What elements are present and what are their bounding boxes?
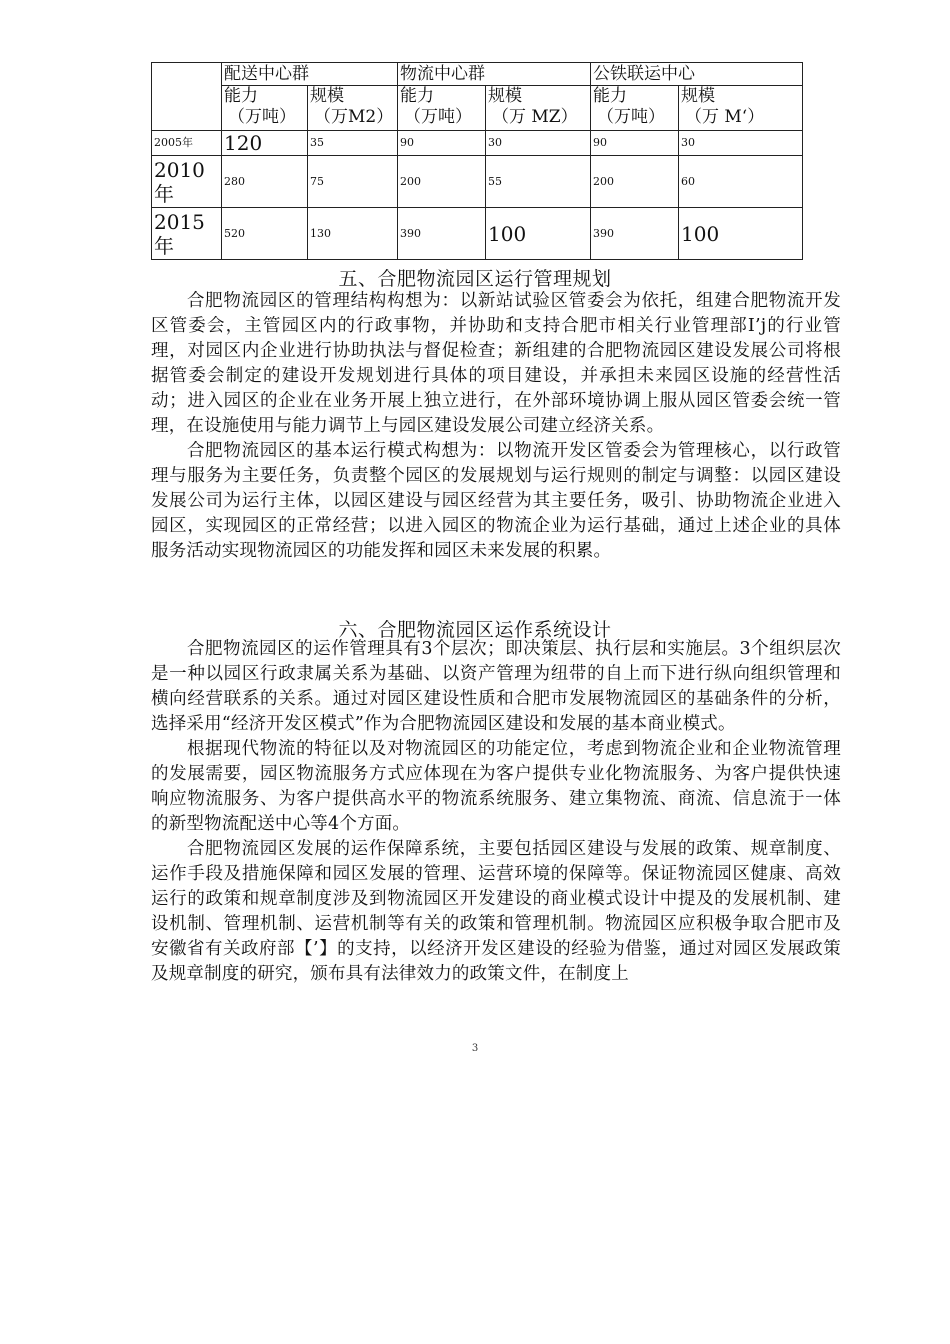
sub-header-label: 能力 — [593, 86, 627, 106]
section-title-5: 五、合肥物流园区运行管理规划 — [338, 268, 612, 290]
table-group-header-row — [152, 63, 803, 86]
sub-header-scale — [486, 86, 591, 131]
table-cell: 90 — [591, 131, 679, 156]
sub-header-scale — [308, 86, 398, 131]
table-cell: 390 — [398, 208, 486, 260]
table-cell: 280 — [222, 156, 308, 208]
paragraph: 合肥物流园区发展的运作保障系统，主要包括园区建设与发展的政策、规章制度、运作手段及措施保障和园区发展的管理、运营环境的保障等。保证物流园区健康、高效运行的政策和规章制度涉及到物流园区开发建设的商业模式设计中提及的发展机制、建设机制、管理机制、运营机制等有关的政策和管理机制。物流园区应积极争取合肥市及安徽省有关政府部【’】的支持，以经济开发区建设的经验为借鉴，通过对园区发展政策及规章制度的研究，颁布具有法律效力的政策文件，在制度上 — [151, 839, 841, 984]
sub-header-label: 规模 — [488, 86, 522, 106]
table-cell: 100 — [679, 208, 803, 260]
table-cell: 200 — [591, 156, 679, 208]
sub-header-capacity — [591, 86, 679, 131]
table-cell: 520 — [222, 208, 308, 260]
group-header-rail-road: 公铁联运中心 — [591, 63, 803, 86]
sub-header-label: 能力 — [224, 86, 258, 106]
row-year: 2005年 — [152, 131, 222, 156]
paragraph: 合肥物流园区的运作管理具有3个层次；即决策层、执行层和实施层。3个组织层次是一种以园区行政隶属关系为基础、以资产管理为纽带的自上而下进行纵向组织管理和横向经营联系的关系。通过对园区建设性质和合肥市发展物流园区的基础条件的分析，选择采用“经济开发区模式”作为合肥物流园区建设和发展的基本商业模式。 — [151, 639, 841, 734]
sub-header-scale — [679, 86, 803, 131]
row-year: 2015年 — [152, 208, 222, 260]
section-title-6: 六、合肥物流园区运作系统设计 — [338, 619, 612, 641]
table-cell: 35 — [308, 131, 398, 156]
sub-header-label: 规模 — [681, 86, 715, 106]
capacity-scale-table — [151, 62, 803, 260]
section-6-body — [151, 637, 841, 987]
group-header-logistics: 物流中心群 — [398, 63, 591, 86]
table-cell: 130 — [308, 208, 398, 260]
sub-header-unit: （万 M‘） — [685, 107, 765, 127]
sub-header-unit: （万M2） — [314, 107, 394, 127]
table-cell: 100 — [486, 208, 591, 260]
table-cell: 55 — [486, 156, 591, 208]
sub-header-unit: （万吨） — [597, 107, 665, 127]
paragraph: 根据现代物流的特征以及对物流园区的功能定位，考虑到物流企业和企业物流管理的发展需要，园区物流服务方式应体现在为客户提供专业化物流服务、为客户提供快速响应物流服务、为客户提供高水平的物流系统服务、建立集物流、商流、信息流于一体的新型物流配送中心等4个方面。 — [151, 739, 841, 834]
table-cell: 390 — [591, 208, 679, 260]
table-cell: 30 — [679, 131, 803, 156]
sub-header-unit: （万吨） — [404, 107, 472, 127]
table-cell: 90 — [398, 131, 486, 156]
sub-header-label: 规模 — [310, 86, 344, 106]
table-cell: 30 — [486, 131, 591, 156]
sub-header-label: 能力 — [400, 86, 434, 106]
page-number: 3 — [471, 1043, 479, 1054]
table-row — [152, 156, 803, 208]
sub-header-capacity — [398, 86, 486, 131]
section-5-body — [151, 289, 841, 564]
table-cell: 200 — [398, 156, 486, 208]
paragraph: 合肥物流园区的基本运行模式构想为：以物流开发区管委会为管理核心，以行政管理与服务为主要任务，负责整个园区的发展规划与运行规则的制定与调整：以园区建设发展公司为运行主体，以园区建设与园区经营为其主要任务，吸引、协助物流企业进入园区，实现园区的正常经营；以进入园区的物流企业为运行基础，通过上述企业的具体服务活动实现物流园区的功能发挥和园区未来发展的积累。 — [151, 441, 841, 561]
table-sub-header-row — [152, 86, 803, 131]
sub-header-unit: （万 MZ） — [492, 107, 578, 127]
sub-header-unit: （万吨） — [228, 107, 296, 127]
table-corner-cell — [152, 63, 222, 131]
table-row — [152, 131, 803, 156]
paragraph: 合肥物流园区的管理结构构想为：以新站试验区管委会为依托，组建合肥物流开发区管委会，主管园区内的行政事物，并协助和支持合肥市相关行业管理部I’j的行业管理，对园区内企业进行协助执法与督促检查；新组建的合肥物流园区建设发展公司将根据管委会制定的建设开发规划进行具体的项目建设，并承担未来园区设施的经营性活动；进入园区的企业在业务开展上独立进行，在外部环境协调上服从园区管委会统一管理，在设施使用与能力调节上与园区建设发展公司建立经济关系。 — [151, 291, 841, 436]
table-cell: 120 — [222, 131, 308, 156]
table-cell: 60 — [679, 156, 803, 208]
group-header-distribution: 配送中心群 — [222, 63, 398, 86]
table-row — [152, 208, 803, 260]
table-cell: 75 — [308, 156, 398, 208]
sub-header-capacity — [222, 86, 308, 131]
row-year: 2010年 — [152, 156, 222, 208]
